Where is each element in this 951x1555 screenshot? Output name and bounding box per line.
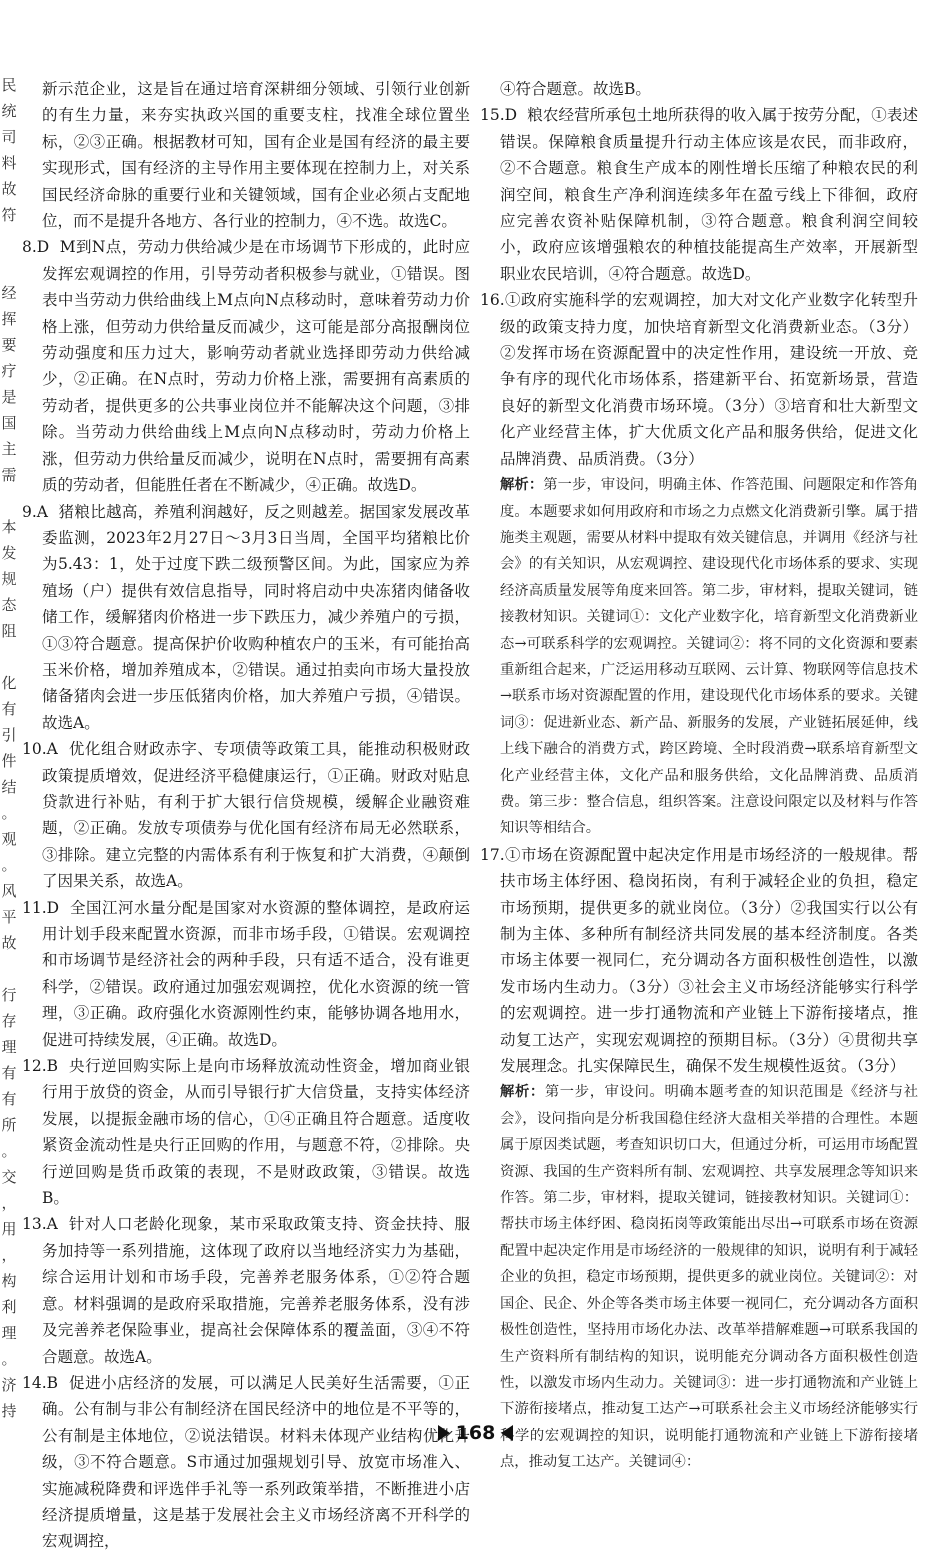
margin-char: 要 <box>1 336 17 354</box>
margin-char <box>0 228 18 254</box>
margin-char: 交 <box>1 1168 17 1186</box>
item-number: 17. <box>480 845 505 864</box>
margin-char: 挥 <box>1 310 17 328</box>
margin-char: 发 <box>1 544 17 562</box>
page-number-footer <box>0 1418 951 1448</box>
analysis-16 <box>480 472 918 842</box>
item-number: 10.A <box>22 740 58 759</box>
item-number: 11.D <box>22 898 60 917</box>
margin-char: 司 <box>1 128 17 146</box>
margin-char: 济 <box>1 1376 17 1394</box>
left-triangle-icon <box>501 1425 513 1441</box>
margin-char: 化 <box>1 674 17 692</box>
margin-char: 有 <box>1 1090 17 1108</box>
margin-char: 主 <box>1 440 17 458</box>
margin-char: 规 <box>1 570 17 588</box>
answer-item-10 <box>22 736 470 894</box>
answer-item-8 <box>22 234 470 498</box>
item-text: 针对人口老龄化现象，某市采取政策支持、资金扶持、服务加持等一系列措施，这体现了政府以当地经济实力为基础，综合运用计划和市场手段，完善养老服务体系，①②符合题意。材料强调的是政府采取措施，完善养老服务体系，没有涉及完善养老保险事业，提高社会保障体系的覆盖面，③④不符合题意。故选A。 <box>42 1215 470 1366</box>
margin-char: 结 <box>1 778 17 796</box>
answer-item-16 <box>480 287 918 472</box>
item-text: ①政府实施科学的宏观调控，加大对文化产业数字化转型升级的政策支持力度，加快培育新型文化消费新业态。（3分）②发挥市场在资源配置中的决定性作用，建设统一开放、竞争有序的现代化市场体系，搭建新平台、拓宽新场景，营造良好的新型文化消费市场环境。（3分）③培育和壮大新型文化产业经营主体，扩大优质文化产品和服务供给，促进文化品牌消费、品质消费。（3分） <box>500 291 918 468</box>
analysis-text: 第一步，审设问。明确本题考查的知识范围是《经济与社会》，设问指向是分析我国稳住经济大盘相关举措的合理性。本题属于原因类试题，考查知识切口大，但通过分析，可运用市场配置资源、我国的生产资料所有制、宏观调控、共享发展理念等知识来作答。第二步，审材料，提取关键词，链接教材知识。关键词①：帮扶市场主体纾困、稳岗拓岗等政策能出尽出→可联系市场在资源配置中起决定作用是市场经济的一般规律的知识，说明有利于减轻企业的负担，稳定市场预期，提供更多的就业岗位。关键词②：对国企、民企、外企等各类市场主体要一视同仁，充分调动各方面积极性创造性，坚持用市场化办法、改革举措解难题→可联系我国的生产资料所有制结构的知识，说明能充分调动各方面积极性创造性，以激发市场内生动力。关键词③：进一步打通物流和产业链上下游衔接堵点，推动复工达产→可联系社会主义市场经济能够实行科学的宏观调控的知识，说明能打通物流和产业链上下游衔接堵点，推动复工达产。关键词④： <box>500 1084 919 1471</box>
right-triangle-icon <box>438 1425 450 1441</box>
margin-char: 。 <box>1 804 17 822</box>
margin-char: 疗 <box>1 362 17 380</box>
item-text: M到N点，劳动力供给减少是在市场调节下形成的，此时应发挥宏观调控的作用，引导劳动者积极参与就业，①错误。图表中当劳动力供给曲线上M点向N点移动时，意味着劳动力价格上涨，但劳动力供给量反而减少，这可能是部分高报酬岗位劳动强度和压力过大，影响劳动者就业选择即劳动力供给减少，②正确。在N点时，劳动力价格上涨，需要拥有高素质的劳动者，提供更多的公共事业岗位并不能解决这个问题，③排除。当劳动力供给曲线上M点向N点移动时，劳动力价格上涨，但劳动力供给量反而减少，说明在N点时，需要拥有高素质的劳动者，但能胜任者在不断减少，④正确。故选D。 <box>42 238 470 495</box>
margin-char: 理 <box>1 1038 17 1056</box>
item-text: 全国江河水量分配是国家对水资源的整体调控，是政府运用计划手段来配置水资源，而非市场手段，①错误。宏观调控和市场调节是经济社会的两种手段，只有适不适合，没有谁更科学，②错误。政府通过加强宏观调控，优化水资源的统一管理，③正确。政府强化水资源刚性约束，能够协调各地用水，促进可持续发展，④正确。故选D。 <box>42 898 470 1049</box>
margin-char <box>0 644 18 670</box>
item-text: 促进小店经济的发展，可以满足人民美好生活需要，①正确。公有制与非公有制经济在国民经济中的地位是不平等的，公有制是主体地位，②说法错误。材料未体现产业结构优化升级，③不符合题意。S市通过加强规划引导、放宽市场准入、实施减税降费和评选伴手礼等一系列政策举措，不断推进小店经济提质增量，这是基于发展社会主义市场经济离不开科学的宏观调控， <box>42 1373 470 1551</box>
analysis-label: 解析： <box>500 477 544 494</box>
left-column <box>22 76 470 1551</box>
item-number: 8.D <box>22 238 50 257</box>
margin-char: 引 <box>1 726 17 744</box>
item-number: 9.A <box>22 502 48 521</box>
margin-char: 利 <box>1 1298 17 1316</box>
margin-char: 构 <box>1 1272 17 1290</box>
analysis-label: 解析： <box>500 1084 545 1101</box>
margin-char: ， <box>1 1246 17 1264</box>
margin-char: 。 <box>1 856 17 874</box>
margin-char: 存 <box>1 1012 17 1030</box>
answer-item-15 <box>480 102 918 287</box>
margin-char: 。 <box>1 1142 17 1160</box>
answer-item-9 <box>22 499 470 737</box>
answer-item-17 <box>480 842 918 1080</box>
margin-char: 持 <box>1 1402 17 1420</box>
margin-char: 符 <box>1 206 17 224</box>
margin-char: 故 <box>1 934 17 952</box>
margin-char: 有 <box>1 700 17 718</box>
margin-char: 态 <box>1 596 17 614</box>
margin-char: 风 <box>1 882 17 900</box>
margin-char: 经 <box>1 284 17 302</box>
answer-item-14 <box>22 1370 470 1555</box>
margin-char: 行 <box>1 986 17 1004</box>
margin-char: 民 <box>1 76 17 94</box>
margin-char: 所 <box>1 1116 17 1134</box>
margin-char: 故 <box>1 180 17 198</box>
continuation-text: ④符合题意。故选B。 <box>500 80 651 98</box>
margin-char: 国 <box>1 414 17 432</box>
margin-char: 阻 <box>1 622 17 640</box>
margin-char <box>0 956 18 982</box>
margin-char <box>0 488 18 514</box>
left-margin-cropped-text <box>0 72 18 1420</box>
item-number: 16. <box>480 291 505 310</box>
margin-char <box>0 254 18 280</box>
item-text: 央行逆回购实际上是向市场释放流动性资金，增加商业银行用于放贷的资金，从而引导银行扩大信贷量，支持实体经济发展，以提振金融市场的信心，①④正确且符合题意。适度收紧资金流动性是央行正回购的作用，与题意不符，②排除。央行逆回购是货币政策的表现，不是财政政策，③错误。故选B。 <box>42 1057 470 1208</box>
item-text: 粮农经营所承包土地所获得的收入属于按劳分配，①表述错误。保障粮食质量提升行动主体应该是农民，而非政府，②不合题意。粮食生产成本的刚性增长压缩了种粮农民的利润空间，粮食生产净利润连续多年在盈亏线上下徘徊，政府应完善农资补贴保障机制，③符合题意。粮食利润空间较小，政府应该增强粮农的种植技能提高生产效率，开展新型职业农民培训，④符合题意。故选D。 <box>500 106 918 283</box>
margin-char: 需 <box>1 466 17 484</box>
item-text: 优化组合财政赤字、专项债等政策工具，能推动积极财政政策提质增效，促进经济平稳健康运行，①正确。财政对贴息贷款进行补贴，有利于扩大银行信贷规模，缓解企业融资难题，②正确。发放专项债券与优化国有经济布局无必然联系，③排除。建立完整的内需体系有利于恢复和扩大消费，④颠倒了因果关系，故选A。 <box>42 740 470 891</box>
margin-char: 统 <box>1 102 17 120</box>
item-number: 12.B <box>22 1057 59 1076</box>
analysis-text: 第一步，审设问，明确主体、作答范围、问题限定和作答角度。本题要求如何用政府和市场之力点燃文化消费新引擎。属于措施类主观题，需要从材料中提取有效关键信息，并调用《经济与社会》的有关知识，从宏观调控、建设现代化市场体系的要求、实现经济高质量发展等角度来回答。第二步，审材料，提取关键词，链接教材知识。关键词①：文化产业数字化，培育新型文化消费新业态→可联系科学的宏观调控。关键词②：将不同的文化资源和要素重新组合起来，广泛运用移动互联网、云计算、物联网等信息技术→联系市场对资源配置的作用，建设现代化市场体系的要求。关键词③：促进新业态、新产品、新服务的发展，产业链拓展延伸，线上线下融合的消费方式，跨区跨境、全时段消费→联系培育新型文化产业经营主体，文化产品和服务供给，文化品牌消费、品质消费。第三步：整合信息，组织答案。注意设问限定以及材料与作答知识等相结合。 <box>500 477 919 837</box>
margin-char: 是 <box>1 388 17 406</box>
margin-char: 料 <box>1 154 17 172</box>
item-text: 猪粮比越高，养殖利润越好，反之则越差。据国家发展改革委监测，2023年2月27日～3月3日当周，全国平均猪粮比价为5.43：1，处于过度下跌二级预警区间。为此，国家应为养殖场（户）提供有效信息指导，同时将启动中央冻猪肉储备收储工作，缓解猪肉价格进一步下跌压力，减少养殖户的亏损，①③符合题意。提高保护价收购种植农户的玉米，有可能抬高玉米价格，增加养殖成本，②错误。通过拍卖向市场大量投放储备猪肉会进一步压低猪肉价格，加大养殖户亏损，④错误。故选A。 <box>42 502 470 732</box>
margin-char: 平 <box>1 908 17 926</box>
analysis-17 <box>480 1079 918 1475</box>
answer-item-12 <box>22 1053 470 1211</box>
margin-char: 理 <box>1 1324 17 1342</box>
page-number: 168 <box>455 1422 496 1444</box>
margin-char: 有 <box>1 1064 17 1082</box>
margin-char: 观 <box>1 830 17 848</box>
right-column <box>480 76 919 1471</box>
margin-char: 本 <box>1 518 17 536</box>
item-number: 14.B <box>22 1373 59 1392</box>
item-text: ①市场在资源配置中起决定作用是市场经济的一般规律。帮扶市场主体纾困、稳岗拓岗，有利于减轻企业的负担，稳定市场预期，提供更多的就业岗位。（3分）②我国实行以公有制为主体、多种所有制经济共同发展的基本经济制度。各类市场主体要一视同仁，充分调动各方面积极性创造性，以激发市场内生动力。（3分）③社会主义市场经济能够实行科学的宏观调控。进一步打通物流和产业链上下游衔接堵点，推动复工达产，实现宏观调控的预期目标。（3分）④贯彻共享发展理念。扎实保障民生，确保不发生规模性返贫。（3分） <box>500 845 918 1076</box>
margin-char: 。 <box>1 1350 17 1368</box>
continuation-text: 新示范企业，这是旨在通过培育深耕细分领域、引领行业创新的有生力量，来夯实执政兴国的重要支柱，找准全球位置坐标，②③正确。根据教材可知，国有企业是国有经济的最主要实现形式，国有经济的主导作用主要体现在控制力上，对关系国民经济命脉的重要行业和关键领域，国有企业必须占支配地位，而不是提升各地方、各行业的控制力，④不选。故选C。 <box>42 80 470 231</box>
margin-char: ， <box>1 1194 17 1212</box>
answer-item-13 <box>22 1211 470 1369</box>
item-number: 13.A <box>22 1215 58 1234</box>
margin-char: 件 <box>1 752 17 770</box>
item-number: 15.D <box>480 106 518 125</box>
margin-char: 用 <box>1 1220 17 1238</box>
answer-item-11 <box>22 895 470 1053</box>
